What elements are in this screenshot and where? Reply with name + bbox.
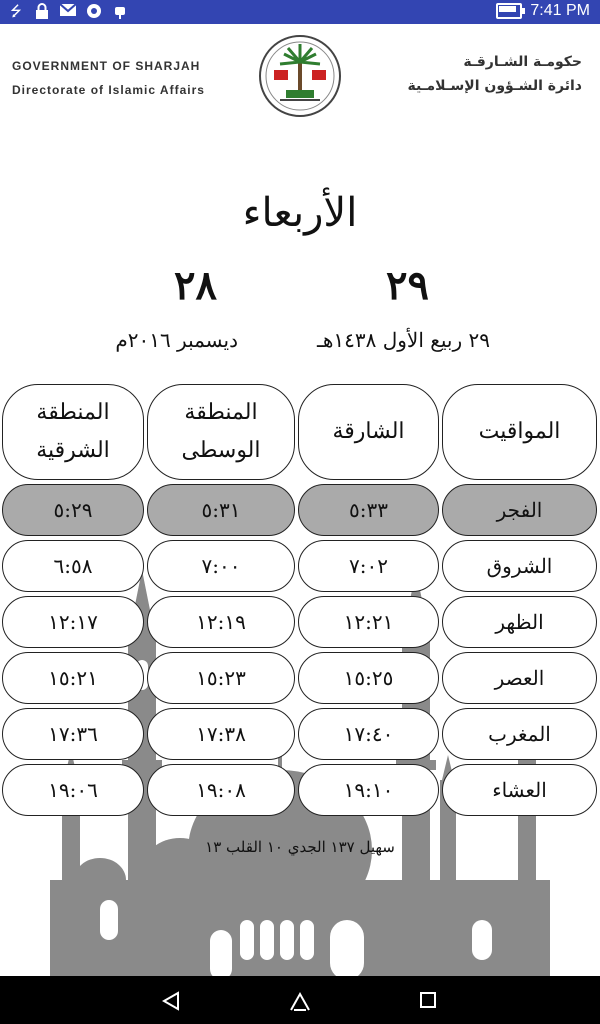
time-dhuhr-sharjah: ١٢:٢١	[298, 596, 439, 648]
android-debug-icon	[112, 3, 128, 19]
header-en-line2: Directorate of Islamic Affairs	[12, 83, 205, 97]
navigation-bar	[0, 976, 600, 1024]
app-header	[0, 24, 600, 124]
prayer-name-fajr: الفجر	[442, 484, 597, 536]
time-dhuhr-central: ١٢:١٩	[147, 596, 295, 648]
lock-icon	[34, 3, 50, 19]
header-prayer-times: المواقيت	[442, 384, 597, 480]
header-english	[12, 54, 205, 102]
time-fajr-central: ٥:٣١	[147, 484, 295, 536]
time-sunrise-central: ٧:٠٠	[147, 540, 295, 592]
status-bar	[0, 0, 600, 24]
prayer-name-isha: العشاء	[442, 764, 597, 816]
prayer-name-maghrib: المغرب	[442, 708, 597, 760]
day-name: الأربعاء	[242, 190, 358, 236]
prayer-name-dhuhr: الظهر	[442, 596, 597, 648]
sharjah-emblem-icon	[258, 34, 342, 118]
time-asr-eastern: ١٥:٢١	[2, 652, 144, 704]
time-asr-sharjah: ١٥:٢٥	[298, 652, 439, 704]
usb-icon: ⭍	[10, 3, 22, 19]
time-isha-eastern: ١٩:٠٦	[2, 764, 144, 816]
home-icon[interactable]	[288, 990, 312, 1012]
photo-icon	[86, 3, 102, 19]
time-asr-central: ١٥:٢٣	[147, 652, 295, 704]
header-central-region: المنطقة الوسطى	[147, 384, 295, 480]
status-time: 7:41 PM	[530, 2, 590, 19]
header-en-line1: GOVERNMENT OF SHARJAH	[12, 59, 201, 73]
battery-icon	[496, 3, 522, 19]
hijri-date: ٢٩ ربيع الأول ١٤٣٨هـ	[317, 328, 490, 352]
time-isha-sharjah: ١٩:١٠	[298, 764, 439, 816]
time-maghrib-eastern: ١٧:٣٦	[2, 708, 144, 760]
header-sharjah: الشارقة	[298, 384, 439, 480]
header-eastern-region: المنطقة الشرقية	[2, 384, 144, 480]
prayer-name-sunrise: الشروق	[442, 540, 597, 592]
time-maghrib-sharjah: ١٧:٤٠	[298, 708, 439, 760]
time-maghrib-central: ١٧:٣٨	[147, 708, 295, 760]
header-ar-line2: دائرة الشـؤون الإسـلامـية	[407, 78, 582, 94]
time-fajr-eastern: ٥:٢٩	[2, 484, 144, 536]
hijri-day-number: ٢٩	[386, 262, 429, 309]
header-arabic	[407, 50, 582, 98]
time-sunrise-sharjah: ٧:٠٢	[298, 540, 439, 592]
gmail-icon	[60, 3, 76, 19]
time-sunrise-eastern: ٦:٥٨	[2, 540, 144, 592]
time-isha-central: ١٩:٠٨	[147, 764, 295, 816]
gregorian-date: ديسمبر ٢٠١٦م	[115, 328, 238, 352]
time-fajr-sharjah: ٥:٣٣	[298, 484, 439, 536]
back-icon[interactable]	[160, 990, 182, 1012]
time-dhuhr-eastern: ١٢:١٧	[2, 596, 144, 648]
star-season-note: سهيل ١٣٧ الجدي ١٠ القلب ١٣	[205, 838, 395, 856]
prayer-name-asr: العصر	[442, 652, 597, 704]
header-ar-line1: حكومـة الشـارقـة	[463, 54, 582, 70]
gregorian-day-number: ٢٨	[174, 262, 217, 309]
recents-icon[interactable]	[418, 990, 438, 1010]
